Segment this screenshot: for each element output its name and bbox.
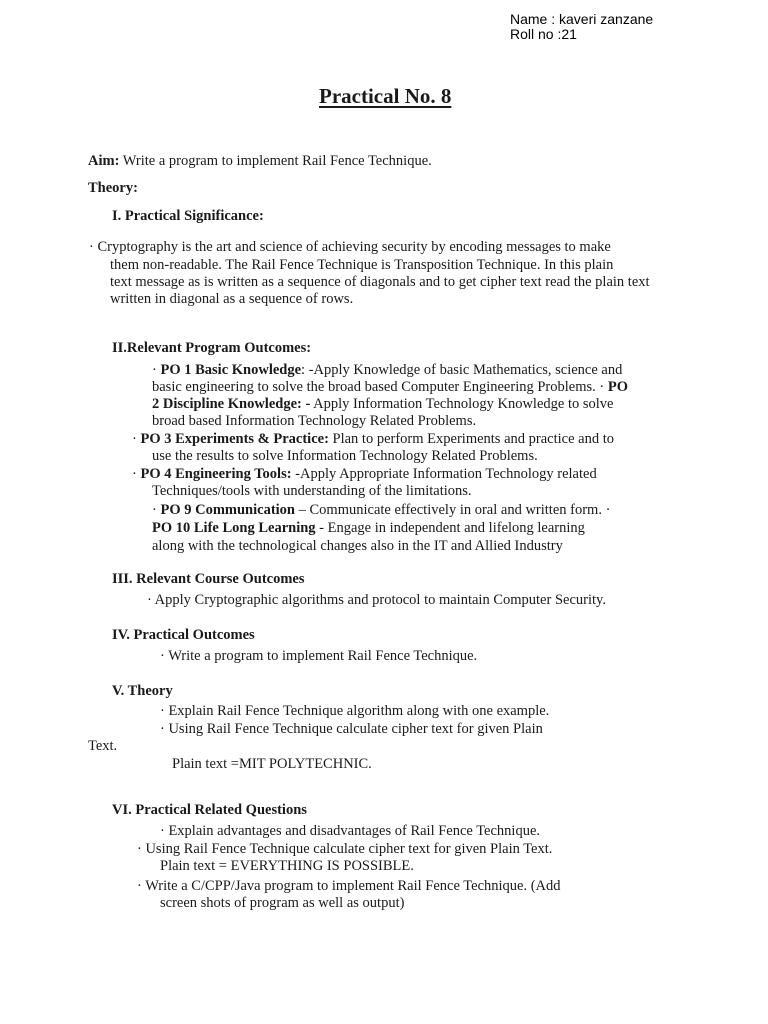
section-5-line: · Using Rail Fence Technique calculate cipher text for given Plain [160,721,543,737]
section-6-line: · Write a C/CPP/Java program to implement Rail Fence Technique. (Add [137,878,561,894]
section-6-line: · Using Rail Fence Technique calculate cipher text for given Plain Text. [137,841,553,857]
po10-line-2: along with the technological changes also in the IT and Allied Industry [152,538,563,554]
po1-line-2: basic engineering to solve the broad based Computer Engineering Problems. · PO [152,379,628,395]
po9-line: · PO 9 Communication – Communicate effectively in oral and written form. · [152,502,611,518]
section-1-heading: I. Practical Significance: [112,208,264,224]
po1-line: · PO 1 Basic Knowledge: -Apply Knowledge of basic Mathematics, science and [152,362,623,378]
section-6-heading: VI. Practical Related Questions [112,802,307,818]
section-6-line: Plain text = EVERYTHING IS POSSIBLE. [160,858,414,874]
section-1-line: text message as is written as a sequence of diagonals and to get cipher text read the plain text [110,274,650,290]
aim-label: Aim: [88,153,120,169]
section-6-line: · Explain advantages and disadvantages of Rail Fence Technique. [160,823,541,839]
po10-line: PO 10 Life Long Learning - Engage in independent and lifelong learning [152,520,585,536]
plain-text-example: Plain text =MIT POLYTECHNIC. [172,756,372,772]
po4-line: · PO 4 Engineering Tools: -Apply Appropriate Information Technology related [132,466,597,482]
aim-line [88,152,432,170]
theory-label: Theory: [88,180,138,196]
po2-line-2: broad based Information Technology Related Problems. [152,413,477,429]
section-4-line: · Write a program to implement Rail Fence Technique. [160,648,478,664]
section-2-heading: II.Relevant Program Outcomes: [112,340,312,356]
po3-line-2: use the results to solve Information Technology Related Problems. [152,448,538,464]
section-1-line: written in diagonal as a sequence of rows. [110,291,354,307]
section-4-heading: IV. Practical Outcomes [112,627,255,643]
po4-line-2: Techniques/tools with understanding of the limitations. [152,483,472,499]
student-name: Name : kaveri zanzane [510,11,654,27]
po2-line: 2 Discipline Knowledge: - Apply Information Technology Knowledge to solve [152,396,614,412]
section-6-line: screen shots of program as well as output) [160,895,405,911]
section-1-line: · Cryptography is the art and science of achieving security by encoding messages to make [89,239,611,255]
section-5-line: Text. [88,738,118,754]
po3-line: · PO 3 Experiments & Practice: Plan to perform Experiments and practice and to [132,431,614,447]
section-5-heading: V. Theory [112,683,173,699]
aim-text: Write a program to implement Rail Fence Technique. [119,153,432,169]
roll-number: Roll no :21 [510,26,577,42]
page-title: Practical No. 8 [319,84,452,108]
section-1-line: them non-readable. The Rail Fence Technique is Transposition Technique. In this plain [110,257,614,273]
section-3-heading: III. Relevant Course Outcomes [112,571,305,587]
section-3-line: · Apply Cryptographic algorithms and protocol to maintain Computer Security. [147,592,606,608]
section-5-line: · Explain Rail Fence Technique algorithm along with one example. [160,703,550,719]
